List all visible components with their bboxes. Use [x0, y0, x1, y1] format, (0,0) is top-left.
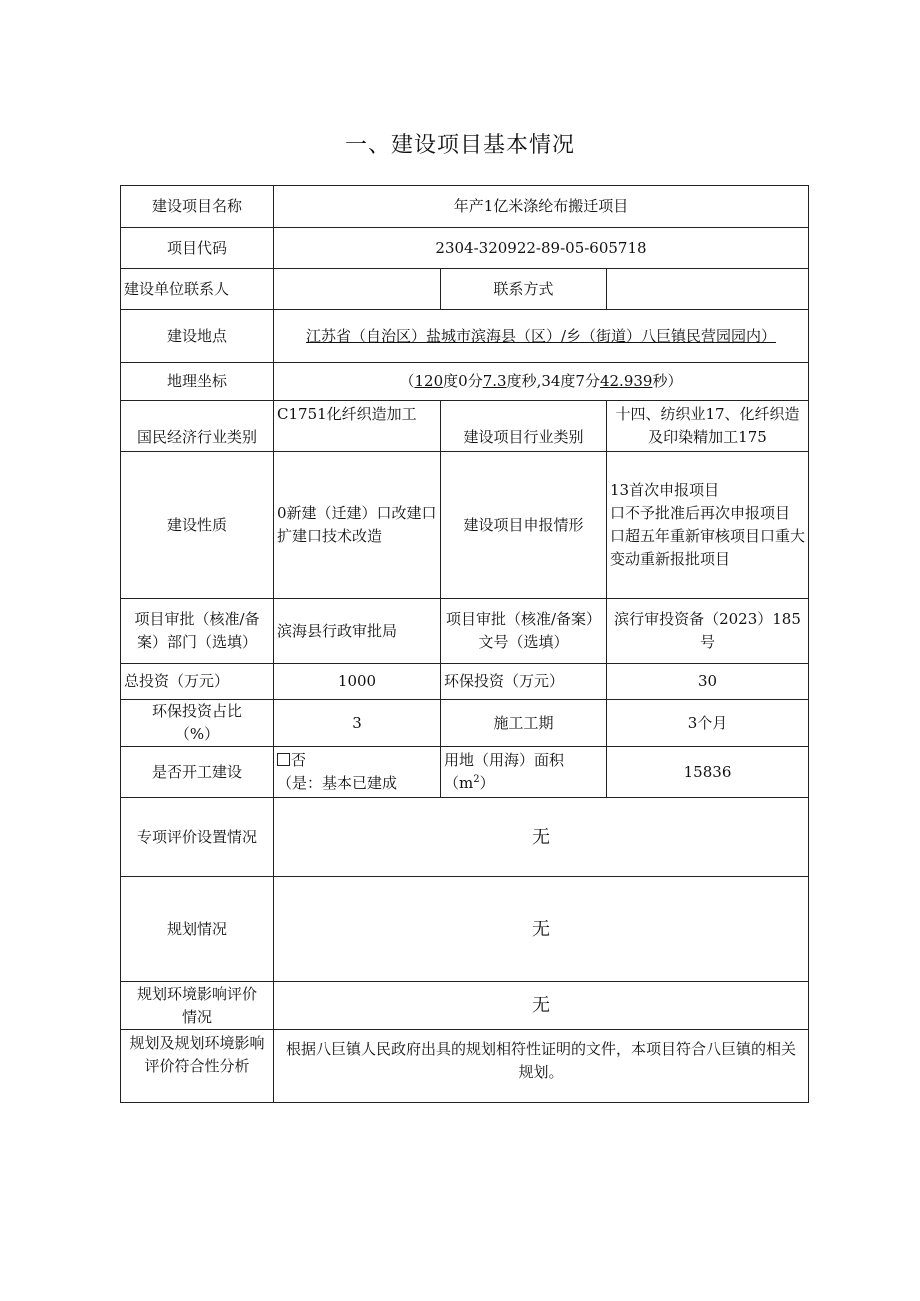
table-row	[121, 747, 809, 798]
table-row	[121, 310, 809, 363]
value-total-investment: 1000	[274, 664, 441, 700]
table-row	[121, 1030, 809, 1103]
checkbox-no	[277, 753, 290, 766]
label-declaration: 建设项目申报情形	[441, 452, 607, 599]
label-contact-person: 建设单位联系人	[121, 269, 274, 310]
value-coordinates	[274, 363, 809, 401]
label-coordinates: 地理坐标	[121, 363, 274, 401]
table-row	[121, 700, 809, 747]
declaration-option: 口超五年重新审核项目口重大变动重新报批项目	[610, 527, 806, 568]
value-contact-person	[274, 269, 441, 310]
land-area-label-end: ）	[479, 774, 495, 792]
label-total-investment: 总投资（万元）	[121, 664, 274, 700]
label-approval-dept: 项目审批（核准/备案）部门（选填）	[121, 599, 274, 664]
value-approval-no: 滨行审投资备（2023）185号	[607, 599, 809, 664]
label-land-area	[441, 747, 607, 798]
coord-open: （	[399, 372, 415, 390]
page-title: 一、建设项目基本情况	[344, 133, 575, 158]
value-industry: C1751化纤织造加工	[274, 401, 441, 452]
value-approval-dept: 滨海县行政审批局	[274, 599, 441, 664]
table-row	[121, 798, 809, 877]
land-area-superscript: 2	[473, 774, 480, 785]
value-land-area: 15836	[607, 747, 809, 798]
label-approval-no: 项目审批（核准/备案）文号（选填）	[441, 599, 607, 664]
label-location: 建设地点	[121, 310, 274, 363]
coord-lat-sec: 42.939	[599, 372, 653, 390]
label-special-eval: 专项评价设置情况	[121, 798, 274, 877]
land-area-label-text: 用地（用海）面积（m	[444, 751, 565, 792]
label-planning: 规划情况	[121, 877, 274, 982]
table-row	[121, 186, 809, 228]
value-contact-method	[607, 269, 809, 310]
value-env-ratio: 3	[274, 700, 441, 747]
value-location: 江苏省（自治区）盐城市滨海县（区）/乡（街道）八巨镇民营园园内）	[274, 310, 809, 363]
value-planning: 无	[274, 877, 809, 982]
value-started	[274, 747, 441, 798]
value-project-industry: 十四、纺织业17、化纤织造及印染精加工175	[607, 401, 809, 452]
label-project-industry: 建设项目行业类别	[441, 401, 607, 452]
label-started: 是否开工建设	[121, 747, 274, 798]
declaration-option: 13首次申报项目	[610, 481, 720, 499]
value-special-eval: 无	[274, 798, 809, 877]
coord-text-1: 度0分	[443, 372, 483, 390]
coord-lon-sec: 7.3	[482, 372, 507, 390]
table-row	[121, 363, 809, 401]
value-project-code: 2304-320922-89-05-605718	[274, 228, 809, 269]
table-row	[121, 269, 809, 310]
value-construction-period: 3个月	[607, 700, 809, 747]
label-plan-eia: 规划环境影响评价情况	[121, 982, 274, 1030]
coord-lon-deg: 120	[414, 372, 444, 390]
label-project-name: 建设项目名称	[121, 186, 274, 228]
label-contact-method: 联系方式	[441, 269, 607, 310]
value-nature: 0新建（迁建）口改建口扩建口技术改造	[274, 452, 441, 599]
coord-text-2: 度秒,34度7分	[506, 372, 600, 390]
label-conformity: 规划及规划环境影响评价符合性分析	[121, 1030, 274, 1103]
value-conformity: 根据八巨镇人民政府出具的规划相符性证明的文件，本项目符合八巨镇的相关规划。	[274, 1030, 809, 1103]
label-industry: 国民经济行业类别	[121, 401, 274, 452]
table-row	[121, 877, 809, 982]
table-row	[121, 228, 809, 269]
label-env-ratio: 环保投资占比（%）	[121, 700, 274, 747]
started-option-no: 否	[291, 751, 307, 769]
started-option-yes: （是：基本已建成	[277, 774, 398, 792]
table-row	[121, 599, 809, 664]
table-row	[121, 452, 809, 599]
value-declaration	[607, 452, 809, 599]
table-row	[121, 982, 809, 1030]
value-plan-eia: 无	[274, 982, 809, 1030]
value-env-investment: 30	[607, 664, 809, 700]
table-row	[121, 401, 809, 452]
label-construction-period: 施工工期	[441, 700, 607, 747]
coord-text-3: 秒）	[652, 372, 683, 390]
label-nature: 建设性质	[121, 452, 274, 599]
table-row	[121, 664, 809, 700]
project-info-table	[120, 185, 809, 1103]
declaration-option: 口不予批准后再次申报项目	[610, 504, 791, 522]
label-project-code: 项目代码	[121, 228, 274, 269]
label-env-investment: 环保投资（万元）	[441, 664, 607, 700]
value-project-name: 年产1亿米涤纶布搬迁项目	[274, 186, 809, 228]
